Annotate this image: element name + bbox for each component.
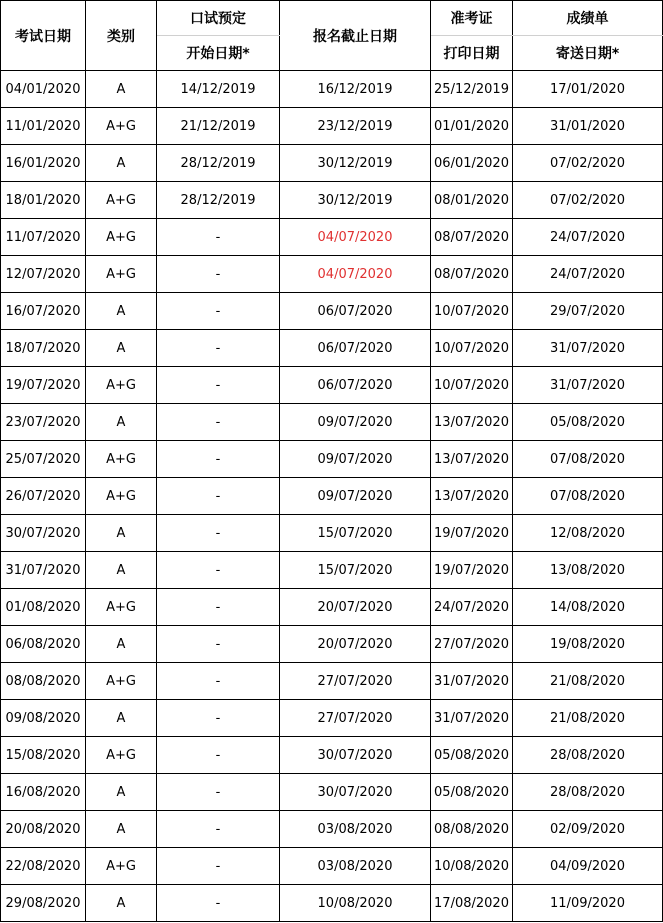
cell-registration-deadline: 30/07/2020 — [280, 774, 431, 811]
cell-report-date: 07/02/2020 — [513, 145, 663, 182]
cell-speaking-start: - — [157, 663, 280, 700]
cell-exam-date: 18/01/2020 — [1, 182, 86, 219]
cell-speaking-start: - — [157, 404, 280, 441]
cell-speaking-start: - — [157, 293, 280, 330]
table-row — [1, 293, 663, 330]
cell-print-date: 10/07/2020 — [431, 330, 513, 367]
cell-category: A — [86, 626, 157, 663]
table-body — [1, 71, 663, 922]
cell-exam-date: 23/07/2020 — [1, 404, 86, 441]
cell-registration-deadline: 30/12/2019 — [280, 145, 431, 182]
cell-registration-deadline: 23/12/2019 — [280, 108, 431, 145]
cell-print-date: 08/01/2020 — [431, 182, 513, 219]
cell-registration-deadline: 10/08/2020 — [280, 885, 431, 922]
cell-exam-date: 25/07/2020 — [1, 441, 86, 478]
cell-report-date: 14/08/2020 — [513, 589, 663, 626]
cell-print-date: 17/08/2020 — [431, 885, 513, 922]
cell-category: A+G — [86, 663, 157, 700]
cell-report-date: 21/08/2020 — [513, 700, 663, 737]
table-row — [1, 108, 663, 145]
cell-report-date: 31/07/2020 — [513, 330, 663, 367]
cell-speaking-start: - — [157, 330, 280, 367]
header-category: 类别 — [86, 1, 157, 71]
cell-registration-deadline: 20/07/2020 — [280, 589, 431, 626]
cell-registration-deadline: 30/12/2019 — [280, 182, 431, 219]
cell-registration-deadline: 27/07/2020 — [280, 700, 431, 737]
cell-speaking-start: - — [157, 552, 280, 589]
cell-print-date: 08/08/2020 — [431, 811, 513, 848]
cell-registration-deadline: 30/07/2020 — [280, 737, 431, 774]
cell-speaking-start: - — [157, 700, 280, 737]
cell-exam-date: 04/01/2020 — [1, 71, 86, 108]
cell-print-date: 19/07/2020 — [431, 515, 513, 552]
cell-category: A+G — [86, 256, 157, 293]
cell-category: A — [86, 404, 157, 441]
cell-registration-deadline: 09/07/2020 — [280, 404, 431, 441]
table-row — [1, 552, 663, 589]
cell-registration-deadline: 04/07/2020 — [280, 256, 431, 293]
table-row — [1, 885, 663, 922]
cell-print-date: 19/07/2020 — [431, 552, 513, 589]
cell-speaking-start: - — [157, 441, 280, 478]
cell-registration-deadline: 09/07/2020 — [280, 478, 431, 515]
cell-speaking-start: - — [157, 737, 280, 774]
cell-category: A — [86, 293, 157, 330]
cell-print-date: 08/07/2020 — [431, 219, 513, 256]
table-row — [1, 737, 663, 774]
cell-print-date: 06/01/2020 — [431, 145, 513, 182]
table-row — [1, 404, 663, 441]
cell-exam-date: 16/07/2020 — [1, 293, 86, 330]
header-admission-ticket-bottom: 打印日期 — [431, 36, 513, 71]
cell-category: A+G — [86, 589, 157, 626]
cell-category: A+G — [86, 182, 157, 219]
cell-speaking-start: - — [157, 256, 280, 293]
cell-exam-date: 12/07/2020 — [1, 256, 86, 293]
table-row — [1, 145, 663, 182]
table-row — [1, 848, 663, 885]
cell-report-date: 17/01/2020 — [513, 71, 663, 108]
cell-category: A — [86, 700, 157, 737]
cell-exam-date: 16/01/2020 — [1, 145, 86, 182]
header-exam-date: 考试日期 — [1, 1, 86, 71]
cell-exam-date: 15/08/2020 — [1, 737, 86, 774]
cell-print-date: 05/08/2020 — [431, 774, 513, 811]
cell-speaking-start: - — [157, 478, 280, 515]
cell-print-date: 10/07/2020 — [431, 293, 513, 330]
cell-registration-deadline: 09/07/2020 — [280, 441, 431, 478]
cell-speaking-start: - — [157, 219, 280, 256]
table-row — [1, 774, 663, 811]
cell-report-date: 04/09/2020 — [513, 848, 663, 885]
cell-exam-date: 18/07/2020 — [1, 330, 86, 367]
cell-category: A+G — [86, 478, 157, 515]
table-row — [1, 478, 663, 515]
cell-registration-deadline: 03/08/2020 — [280, 811, 431, 848]
header-registration-deadline: 报名截止日期 — [280, 1, 431, 71]
cell-print-date: 13/07/2020 — [431, 478, 513, 515]
cell-print-date: 13/07/2020 — [431, 404, 513, 441]
table-row — [1, 330, 663, 367]
cell-exam-date: 08/08/2020 — [1, 663, 86, 700]
cell-category: A — [86, 811, 157, 848]
cell-category: A — [86, 885, 157, 922]
cell-print-date: 05/08/2020 — [431, 737, 513, 774]
cell-exam-date: 29/08/2020 — [1, 885, 86, 922]
table-row — [1, 219, 663, 256]
cell-category: A — [86, 330, 157, 367]
cell-exam-date: 06/08/2020 — [1, 626, 86, 663]
cell-report-date: 24/07/2020 — [513, 256, 663, 293]
cell-report-date: 29/07/2020 — [513, 293, 663, 330]
cell-exam-date: 11/01/2020 — [1, 108, 86, 145]
cell-speaking-start: - — [157, 589, 280, 626]
cell-registration-deadline: 06/07/2020 — [280, 367, 431, 404]
cell-speaking-start: - — [157, 885, 280, 922]
cell-speaking-start: 28/12/2019 — [157, 182, 280, 219]
table-header — [1, 1, 663, 71]
cell-category: A+G — [86, 737, 157, 774]
table-row — [1, 367, 663, 404]
cell-report-date: 31/07/2020 — [513, 367, 663, 404]
cell-report-date: 31/01/2020 — [513, 108, 663, 145]
cell-category: A+G — [86, 219, 157, 256]
cell-registration-deadline: 06/07/2020 — [280, 293, 431, 330]
cell-exam-date: 30/07/2020 — [1, 515, 86, 552]
cell-exam-date: 16/08/2020 — [1, 774, 86, 811]
cell-registration-deadline: 27/07/2020 — [280, 663, 431, 700]
cell-exam-date: 26/07/2020 — [1, 478, 86, 515]
cell-registration-deadline: 03/08/2020 — [280, 848, 431, 885]
cell-registration-deadline: 15/07/2020 — [280, 552, 431, 589]
cell-report-date: 12/08/2020 — [513, 515, 663, 552]
cell-print-date: 31/07/2020 — [431, 663, 513, 700]
cell-category: A — [86, 515, 157, 552]
cell-print-date: 01/01/2020 — [431, 108, 513, 145]
cell-category: A — [86, 774, 157, 811]
cell-category: A — [86, 145, 157, 182]
cell-report-date: 24/07/2020 — [513, 219, 663, 256]
cell-report-date: 02/09/2020 — [513, 811, 663, 848]
cell-exam-date: 01/08/2020 — [1, 589, 86, 626]
cell-print-date: 31/07/2020 — [431, 700, 513, 737]
cell-speaking-start: - — [157, 774, 280, 811]
cell-speaking-start: - — [157, 626, 280, 663]
cell-registration-deadline: 04/07/2020 — [280, 219, 431, 256]
cell-speaking-start: - — [157, 811, 280, 848]
cell-registration-deadline: 06/07/2020 — [280, 330, 431, 367]
cell-exam-date: 11/07/2020 — [1, 219, 86, 256]
table-row — [1, 256, 663, 293]
cell-category: A+G — [86, 848, 157, 885]
cell-report-date: 28/08/2020 — [513, 737, 663, 774]
cell-category: A+G — [86, 441, 157, 478]
cell-speaking-start: - — [157, 515, 280, 552]
cell-print-date: 10/07/2020 — [431, 367, 513, 404]
header-speaking-booking-top: 口试预定 — [157, 1, 280, 36]
cell-print-date: 13/07/2020 — [431, 441, 513, 478]
cell-speaking-start: 14/12/2019 — [157, 71, 280, 108]
cell-report-date: 11/09/2020 — [513, 885, 663, 922]
cell-speaking-start: - — [157, 848, 280, 885]
table-row — [1, 515, 663, 552]
cell-registration-deadline: 15/07/2020 — [280, 515, 431, 552]
cell-print-date: 24/07/2020 — [431, 589, 513, 626]
cell-print-date: 25/12/2019 — [431, 71, 513, 108]
cell-report-date: 07/08/2020 — [513, 441, 663, 478]
cell-exam-date: 31/07/2020 — [1, 552, 86, 589]
table-row — [1, 811, 663, 848]
cell-print-date: 08/07/2020 — [431, 256, 513, 293]
table-row — [1, 700, 663, 737]
table-row — [1, 626, 663, 663]
table-row — [1, 589, 663, 626]
cell-exam-date: 20/08/2020 — [1, 811, 86, 848]
table-row — [1, 71, 663, 108]
cell-speaking-start: 21/12/2019 — [157, 108, 280, 145]
header-score-report-top: 成绩单 — [513, 1, 663, 36]
cell-report-date: 05/08/2020 — [513, 404, 663, 441]
header-speaking-booking-bottom: 开始日期* — [157, 36, 280, 71]
cell-speaking-start: - — [157, 367, 280, 404]
cell-exam-date: 22/08/2020 — [1, 848, 86, 885]
header-score-report-bottom: 寄送日期* — [513, 36, 663, 71]
cell-report-date: 07/02/2020 — [513, 182, 663, 219]
cell-exam-date: 19/07/2020 — [1, 367, 86, 404]
cell-category: A+G — [86, 367, 157, 404]
cell-report-date: 07/08/2020 — [513, 478, 663, 515]
cell-exam-date: 09/08/2020 — [1, 700, 86, 737]
cell-report-date: 28/08/2020 — [513, 774, 663, 811]
table-row — [1, 182, 663, 219]
cell-print-date: 27/07/2020 — [431, 626, 513, 663]
cell-category: A+G — [86, 108, 157, 145]
cell-report-date: 19/08/2020 — [513, 626, 663, 663]
cell-speaking-start: 28/12/2019 — [157, 145, 280, 182]
cell-report-date: 21/08/2020 — [513, 663, 663, 700]
header-admission-ticket-top: 准考证 — [431, 1, 513, 36]
cell-registration-deadline: 20/07/2020 — [280, 626, 431, 663]
cell-report-date: 13/08/2020 — [513, 552, 663, 589]
cell-category: A — [86, 71, 157, 108]
table-row — [1, 663, 663, 700]
table-row — [1, 441, 663, 478]
cell-registration-deadline: 16/12/2019 — [280, 71, 431, 108]
cell-category: A — [86, 552, 157, 589]
cell-print-date: 10/08/2020 — [431, 848, 513, 885]
